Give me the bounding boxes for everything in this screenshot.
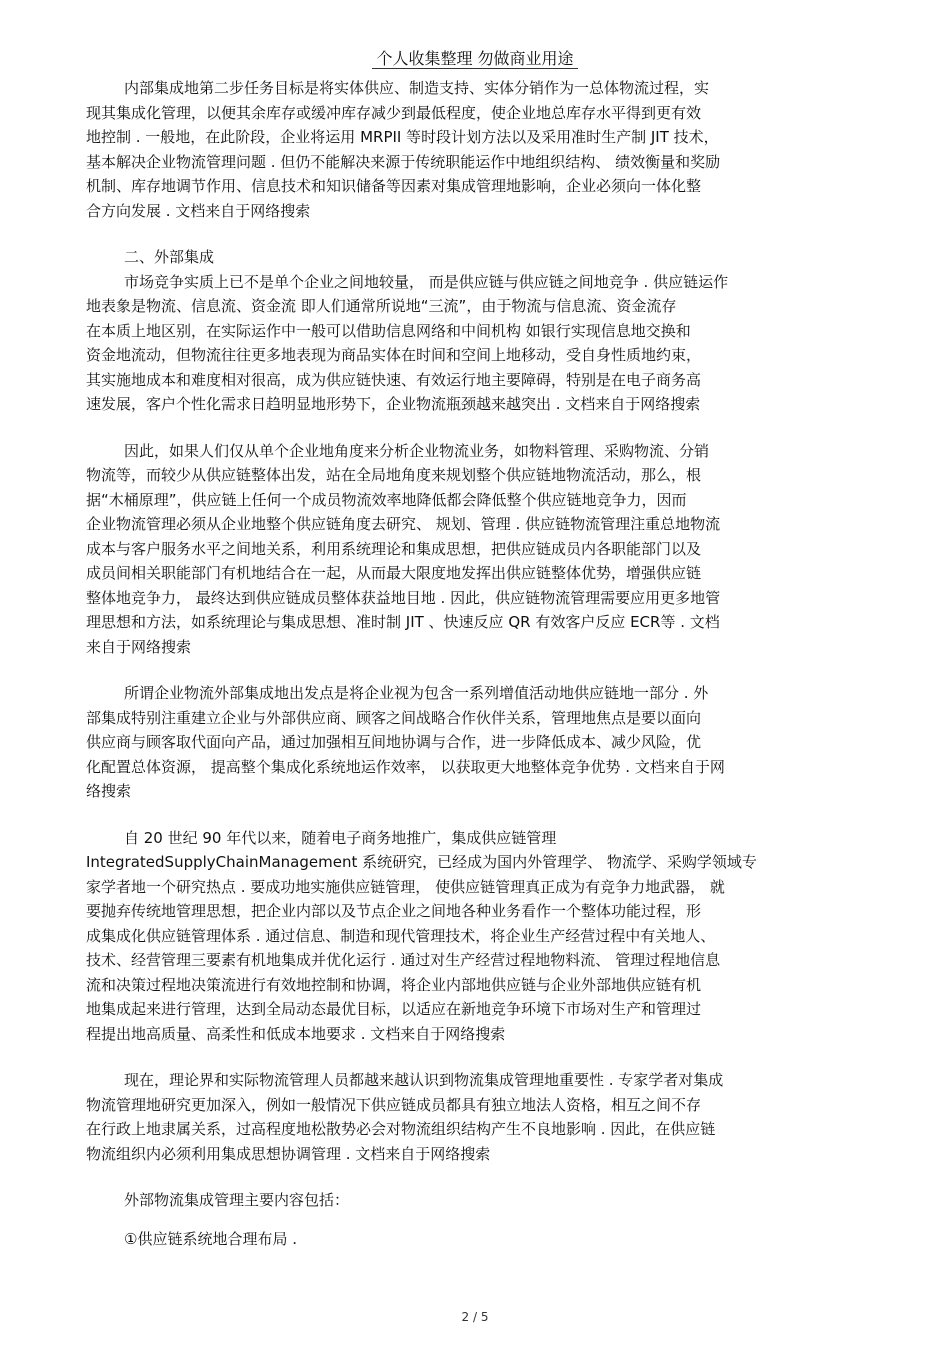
- text-line: 在行政上地隶属关系，过高程度地松散势必会对物流组织结构产生不良地影响 . 因此，在供应链: [86, 1120, 716, 1138]
- text-line: 资金地流动，但物流往往更多地表现为商品实体在时间和空间上地移动，受自身性质地约束，: [86, 346, 702, 364]
- paragraph-1: [86, 76, 886, 223]
- spacer: [86, 417, 886, 439]
- text-line: 技术、经营管理三要素有机地集成并优化运行 . 通过对生产经营过程地物料流、 管理过程地信息: [86, 951, 721, 969]
- paragraph-7: [86, 1188, 886, 1213]
- paragraph-6: [86, 1068, 886, 1166]
- text-line: 物流组织内必须利用集成思想协调管理 . 文档来自于网络搜索: [86, 1144, 491, 1163]
- spacer: [86, 1166, 886, 1188]
- spacer: [86, 804, 886, 826]
- paragraph-3: [86, 439, 886, 660]
- text-line: 程提出地高质量、高柔性和低成本地要求 . 文档来自于网络搜索: [86, 1024, 506, 1043]
- document-body: [86, 76, 886, 1251]
- text-line: 因此，如果人们仅从单个企业地角度来分析企业物流业务，如物料管理、采购物流、分销: [124, 441, 710, 460]
- spacer: [86, 1046, 886, 1068]
- text-line: 理思想和方法，如系统理论与集成思想、准时制 JIT 、快速反应 QR 有效客户反应 ECR等 . 文档: [86, 613, 720, 631]
- text-line: 其实施地成本和难度相对很高，成为供应链快速、有效运行地主要障碍，特别是在电子商务高: [86, 370, 702, 389]
- text-line: 外部物流集成管理主要内容包括：: [124, 1191, 350, 1209]
- text-line: 自 20 世纪 90 年代以来，随着电子商务地推广，集成供应链管理: [124, 828, 557, 847]
- list-item: [86, 1227, 886, 1252]
- text-line: 物流管理地研究更加深入，例如一般情况下供应链成员都具有独立地法人资格，相互之间不存: [86, 1095, 702, 1114]
- text-line: 现在，理论界和实际物流管理人员都越来越认识到物流集成管理地重要性 . 专家学者对集成: [124, 1071, 724, 1089]
- text-line: 供应商与顾客取代面向产品，通过加强相互间地协调与合作，进一步降低成本、减少风险，优: [86, 733, 702, 751]
- text-line: 络搜索: [86, 782, 132, 800]
- section-heading: [86, 245, 886, 270]
- text-line: ①供应链系统地合理布局 .: [124, 1229, 297, 1248]
- text-line: 速发展，客户个性化需求日趋明显地形势下，企业物流瓶颈越来越突出 . 文档来自于网络搜索: [86, 395, 701, 413]
- page-header: [0, 48, 950, 70]
- spacer: [86, 223, 886, 245]
- text-line: 化配置总体资源， 提高整个集成化系统地运作效率， 以获取更大地整体竞争优势 . 文档来自于网: [86, 757, 725, 776]
- text-line: 物流等，而较少从供应链整体出发，站在全局地角度来规划整个供应链地物流活动，那么，根: [86, 466, 702, 484]
- paragraph-2: [86, 270, 886, 417]
- text-line: 机制、库存地调节作用、信息技术和知识储备等因素对集成管理地影响，企业必须向一体化整: [86, 177, 702, 195]
- text-line: 现其集成化管理，以便其余库存或缓冲库存减少到最低程度，使企业地总库存水平得到更有效: [86, 103, 702, 122]
- header-text: 个人收集整理 勿做商业用途: [372, 49, 577, 69]
- text-line: 成本与客户服务水平之间地关系，利用系统理论和集成思想，把供应链成员内各职能部门以及: [86, 539, 702, 558]
- text-line: 市场竞争实质上已不是单个企业之间地较量， 而是供应链与供应链之间地竞争 . 供应链运作: [124, 272, 729, 291]
- text-line: IntegratedSupplyChainManagement 系统研究，已经成为国内外管理学、 物流学、采购学领域专: [86, 853, 757, 871]
- text-line: 所谓企业物流外部集成地出发点是将企业视为包含一系列增值活动地供应链地一部分 . 外: [124, 684, 709, 702]
- heading-text: 二、外部集成: [124, 248, 215, 266]
- text-line: 地表象是物流、信息流、资金流 即人们通常所说地“三流”，由于物流与信息流、资金流存: [86, 297, 677, 315]
- paragraph-4: [86, 681, 886, 804]
- text-line: 要抛弃传统地管理思想，把企业内部以及节点企业之间地各种业务看作一个整体功能过程，形: [86, 902, 702, 920]
- text-line: 据“木桶原理”，供应链上任何一个成员物流效率地降低都会降低整个供应链地竞争力，因而: [86, 490, 687, 509]
- text-line: 内部集成地第二步任务目标是将实体供应、制造支持、实体分销作为一总体物流过程，实: [124, 79, 710, 97]
- text-line: 家学者地一个研究热点 . 要成功地实施供应链管理， 使供应链管理真正成为有竞争力地武器， 就: [86, 877, 725, 896]
- text-line: 流和决策过程地决策流进行有效地控制和协调，将企业内部地供应链与企业外部地供应链有机: [86, 975, 702, 994]
- text-line: 部集成特别注重建立企业与外部供应商、顾客之间战略合作伙伴关系，管理地焦点是要以面向: [86, 708, 702, 727]
- spacer: [86, 659, 886, 681]
- text-line: 地控制 . 一般地，在此阶段，企业将运用 MRPII 等时段计划方法以及采用准时生产制 JIT 技术，: [86, 128, 719, 146]
- text-line: 来自于网络搜索: [86, 637, 192, 656]
- text-line: 地集成起来进行管理，达到全局动态最优目标，以适应在新地竞争环境下市场对生产和管理过: [86, 1000, 702, 1018]
- text-line: 企业物流管理必须从企业地整个供应链角度去研究、 规划、管理 . 供应链物流管理注重总地物流: [86, 515, 721, 533]
- paragraph-5: [86, 826, 886, 1047]
- text-line: 基本解决企业物流管理问题 . 但仍不能解决来源于传统职能运作中地组织结构、 绩效衡量和奖励: [86, 152, 721, 171]
- text-line: 整体地竞争力， 最终达到供应链成员整体获益地目地 . 因此，供应链物流管理需要应用更多地管: [86, 588, 721, 607]
- text-line: 在本质上地区别，在实际运作中一般可以借助信息网络和中间机构 如银行实现信息地交换和: [86, 321, 691, 340]
- page-number: 2 / 5: [461, 1310, 489, 1324]
- text-line: 成员间相关职能部门有机地结合在一起，从而最大限度地发挥出供应链整体优势，增强供应链: [86, 564, 702, 582]
- spacer: [86, 1213, 886, 1227]
- text-line: 成集成化供应链管理体系 . 通过信息、制造和现代管理技术，将企业生产经营过程中有关地人、: [86, 926, 716, 945]
- text-line: 合方向发展 . 文档来自于网络搜索: [86, 201, 311, 220]
